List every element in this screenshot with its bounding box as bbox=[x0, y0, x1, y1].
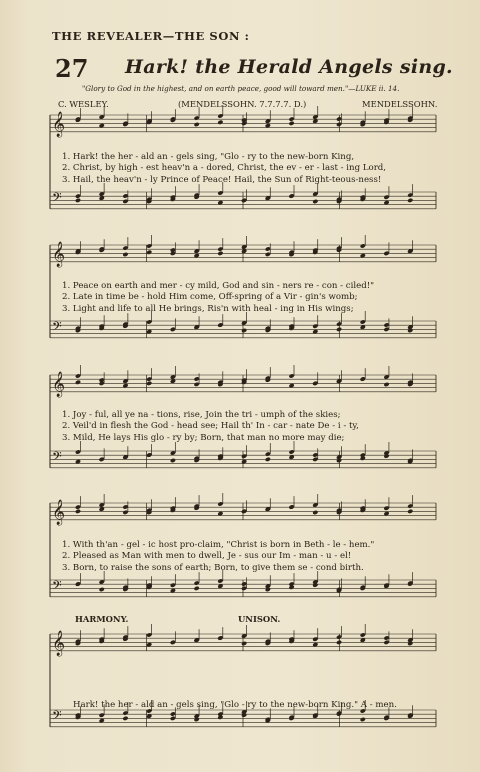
lyric-verse-1: 1. Hark! the her - ald an - gels sing, "Glo - ry to the new-born King, bbox=[62, 152, 355, 162]
lyric-verse-3: 3. Hail, the heav'n - ly Prince of Peace! Hail, the Sun of Right-teous-ness! bbox=[62, 174, 382, 185]
lyric-verse-3: 3. Light and life to all He brings, Ris'n with heal - ing in His wings; bbox=[62, 303, 354, 314]
lyrics-system-3 bbox=[62, 410, 359, 444]
bass-staff-note bbox=[407, 198, 413, 203]
lyrics-system-1 bbox=[62, 152, 386, 186]
lyric-verse-1: 1. With th'an - gel - ic host pro-claim, "Christ is born in Beth - le - hem." bbox=[62, 540, 375, 550]
treble-staff-note bbox=[383, 382, 389, 387]
treble-clef-icon: 𝄞 bbox=[52, 242, 66, 267]
bass-clef-icon: 𝄢 bbox=[52, 578, 62, 596]
bass-staff-note bbox=[336, 327, 342, 332]
treble-staff-note bbox=[241, 641, 247, 646]
lyric-verse-3: 3. Mild, He lays His glo - ry by; Born, that man no more may die; bbox=[62, 432, 345, 443]
lyric-verse-1: 1. Joy - ful, all ye na - tions, rise, Join the tri - umph of the skies; bbox=[62, 410, 341, 420]
lyric-verse-2: 2. Veil'd in flesh the God - head see; Hail th' In - car - nate De - i - ty, bbox=[62, 421, 359, 432]
bass-clef-icon: 𝄢 bbox=[52, 708, 62, 726]
lyric-verse-1: 1. Peace on earth and mer - cy mild, God and sin - ners re - con - ciled!" bbox=[62, 281, 375, 291]
treble-staff-note bbox=[122, 252, 128, 257]
bass-staff-note bbox=[170, 458, 176, 463]
treble-staff-note bbox=[312, 510, 318, 515]
lyric-verse-2: 2. Late in time be - hold Him come, Off-spring of a Vir - gin's womb; bbox=[62, 292, 358, 303]
treble-staff-note bbox=[217, 120, 223, 125]
harmony-label: HARMONY. bbox=[75, 614, 129, 624]
unison-label: UNISON. bbox=[238, 614, 281, 624]
treble-staff-note bbox=[194, 122, 200, 127]
bass-staff-note bbox=[265, 457, 271, 462]
treble-clef-icon: 𝄞 bbox=[52, 500, 66, 525]
treble-staff-note bbox=[146, 250, 152, 255]
section-header: THE REVEALER—THE SON : bbox=[52, 29, 250, 43]
bass-staff-note bbox=[336, 458, 342, 463]
author-credit: C. WESLEY. bbox=[58, 99, 109, 109]
lyric-verse-2: 2. Christ, by high - est heav'n a - dored, Christ, the ev - er - last - ing Lord, bbox=[62, 163, 387, 174]
bass-clef-icon: 𝄢 bbox=[52, 319, 62, 337]
bass-staff-note bbox=[99, 587, 105, 592]
bass-staff-note bbox=[194, 717, 200, 722]
treble-staff-note bbox=[336, 640, 342, 645]
treble-clef-icon: 𝄞 bbox=[52, 112, 66, 137]
treble-staff-note bbox=[289, 121, 295, 126]
treble-staff-note bbox=[217, 251, 223, 256]
bass-staff-note bbox=[122, 716, 128, 721]
hymn-title: Hark! the Herald Angels sing. bbox=[125, 56, 453, 78]
bass-staff-note bbox=[265, 587, 271, 592]
treble-staff-note bbox=[75, 509, 81, 514]
treble-staff-note bbox=[407, 641, 413, 646]
scripture-epigraph: "Glory to God in the highest, and on earth peace, good will toward men."—LUKE ii. 14. bbox=[82, 84, 400, 93]
treble-clef-icon: 𝄞 bbox=[52, 372, 66, 397]
bass-staff-note bbox=[194, 586, 200, 591]
refrain-lyric: Hark! the her - ald an - gels sing, "Glo - ry to the new-born King." A - men. bbox=[73, 700, 397, 710]
bass-staff-note bbox=[312, 199, 318, 204]
bass-staff-note bbox=[241, 328, 247, 333]
treble-clef-icon: 𝄞 bbox=[52, 631, 66, 656]
treble-staff-note bbox=[75, 380, 81, 385]
tune-meter-credit: (MENDELSSOHN. 7.7.7.7. D.) bbox=[178, 99, 307, 109]
bass-clef-icon: 𝄢 bbox=[52, 449, 62, 467]
bass-staff-note bbox=[360, 717, 366, 722]
bass-clef-icon: 𝄢 bbox=[52, 190, 62, 208]
treble-staff-note bbox=[146, 381, 152, 386]
treble-staff-note bbox=[407, 509, 413, 514]
composer-credit: MENDELSSOHN. bbox=[362, 99, 438, 109]
lyrics-system-2 bbox=[62, 281, 374, 315]
lyrics-system-4 bbox=[62, 540, 374, 574]
bass-staff-note bbox=[75, 198, 81, 203]
hymn-number: 27 bbox=[55, 54, 89, 83]
lyric-verse-3: 3. Born, to raise the sons of earth; Born, to give them se - cond birth. bbox=[62, 562, 364, 573]
bass-staff-note bbox=[407, 328, 413, 333]
lyric-verse-2: 2. Pleased as Man with men to dwell, Je - sus our Im - man - u - el! bbox=[62, 551, 352, 562]
